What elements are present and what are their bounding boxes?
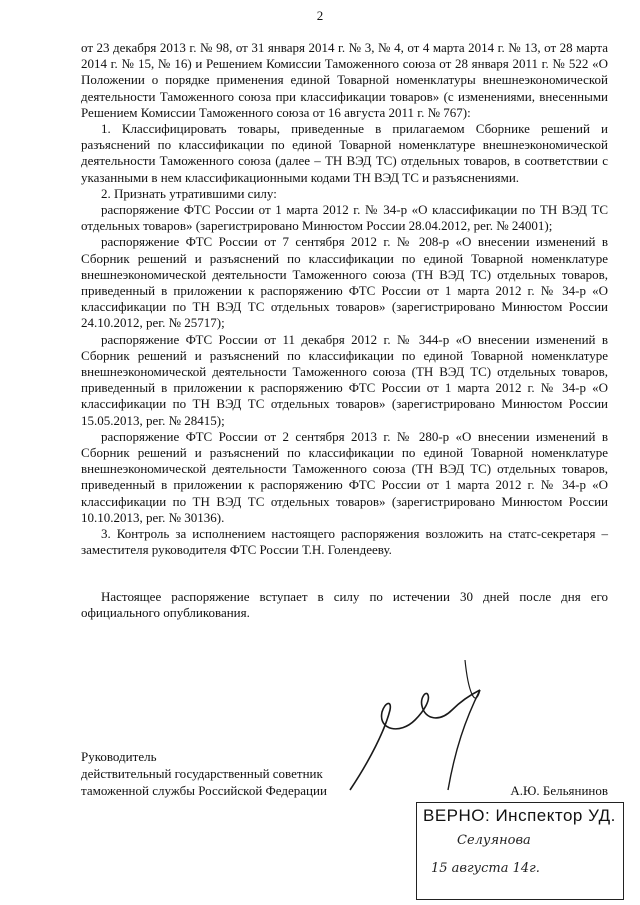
handwritten-signature [330,640,550,810]
document-body [81,40,608,621]
page-number: 2 [316,8,324,23]
stamp-handwritten-date: 15 августа 14г. [431,861,540,876]
paragraph-preamble: от 23 декабря 2013 г. № 98, от 31 января 2014 г. № 3, № 4, от 4 марта 2014 г. № 13, от 28 марта 2014 г. № 15, № 16) и Решением Комиссии Таможенного союза от 28 января 2011 г. № 522 «О Положении о порядке применения единой Товарной номенклатуры внешнеэкономической деятельности Таможенного союза при классификации товаров» (с изменениями, внесенными Решением Комиссии Таможенного союза от 16 августа 2011 г. № 767): [81,40,608,120]
paragraph-effective-date: Настоящее распоряжение вступает в силу по истечении 30 дней после дня его официального опубликования. [81,588,608,620]
paragraph-repealed-280r: распоряжение ФТС России от 2 сентября 2013 г. № 280-р «О внесении изменений в Сборник решений и разъяснений по классификации по единой Товарной номенклатуре внешнеэкономической деятельности Таможенного союза (ТН ВЭД ТС) отдельных товаров, приведенный в приложении к распоряжению ФТС России от 1 марта 2012 г. № 34-р «О классификации по ТН ВЭД ТС отдельных товаров» (зарегистрировано Минюстом России 10.10.2013, рег. № 30136). [81,428,608,525]
certification-stamp [416,802,624,900]
stamp-title: ВЕРНО: Инспектор УД. [423,806,616,825]
paragraph-repealed-34r: распоряжение ФТС России от 1 марта 2012 г. № 34-р «О классификации по ТН ВЭД ТС отдельных товаров» (зарегистрировано Минюстом России 28.04.2012, рег. № 24001); [81,202,608,234]
paragraph-repealed-208r: распоряжение ФТС России от 7 сентября 2012 г. № 208-р «О внесении изменений в Сборник решений и разъяснений по классификации по единой Товарной номенклатуре внешнеэкономической деятельности Таможенного союза (ТН ВЭД ТС) отдельных товаров, приведенный в приложении к распоряжению ФТС России от 1 марта 2012 г. № 34-р «О классификации по ТН ВЭД ТС отдельных товаров» (зарегистрировано Минюстом России 24.10.2012, рег. № 25717); [81,234,608,331]
signatory-service: таможенной службы Российской Федерации [81,783,327,798]
paragraph-item-2: 2. Признать утратившими силу: [101,185,277,201]
paragraph-item-3: 3. Контроль за исполнением настоящего распоряжения возложить на статс-секретаря – заместителя руководителя ФТС России Т.Н. Голендееву. [81,526,608,558]
stamp-handwritten-name: Селуянова [457,833,531,848]
paragraph-item-1: 1. Классифицировать товары, приведенные в прилагаемом Сборнике решений и разъяснений по классификации по единой Товарной номенклатуре внешнеэкономической деятельности Таможенного союза (далее – ТН ВЭД ТС) отдельных товаров, в соответствии с указанными в нем классификационными кодами ТН ВЭД ТС и разъяснениями. [81,121,608,185]
signatory-position: Руководитель [81,749,157,764]
signatory-name: А.Ю. Бельянинов [510,783,608,798]
signatory-rank: действительный государственный советник [81,766,323,781]
paragraph-repealed-344r: распоряжение ФТС России от 11 декабря 2012 г. № 344-р «О внесении изменений в Сборник решений и разъяснений по классификации по единой Товарной номенклатуре внешнеэкономической деятельности Таможенного союза (ТН ВЭД ТС) отдельных товаров, приведенный в приложении к распоряжению ФТС России от 1 марта 2012 г. № 34-р «О классификации по ТН ВЭД ТС отдельных товаров» (зарегистрировано Минюстом России 15.05.2013, рег. № 28415); [81,331,608,428]
